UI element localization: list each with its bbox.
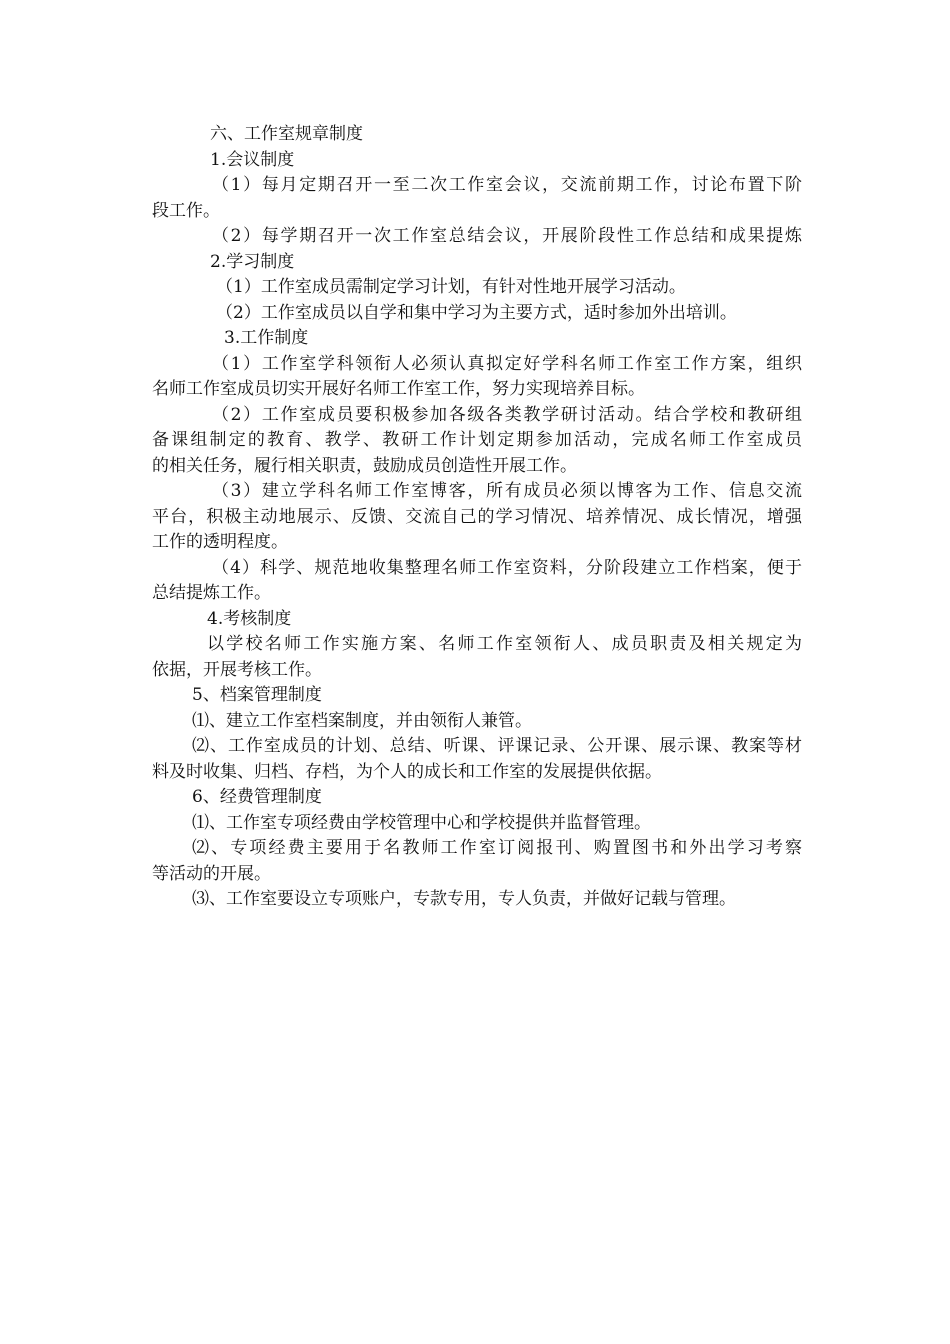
paragraph-line: （1）每月定期召开一至二次工作室会议，交流前期工作，讨论布置下阶 [212, 175, 802, 195]
subheading-meeting: 1.会议制度 [210, 149, 295, 170]
paragraph-line: 的相关任务，履行相关职责，鼓励成员创造性开展工作。 [152, 455, 577, 476]
paragraph-line: （2）工作室成员要积极参加各级各类教学研讨活动。结合学校和教研组 [212, 404, 802, 425]
paragraph-line: 料及时收集、归档、存档，为个人的成长和工作室的发展提供依据。 [152, 761, 662, 782]
paragraph-line: ⑴、工作室专项经费由学校管理中心和学校提供并监督管理。 [192, 812, 651, 833]
paragraph-line: ⑵、工作室成员的计划、总结、听课、评课记录、公开课、展示课、教案等材 [192, 736, 802, 756]
paragraph-line: ⑴、建立工作室档案制度，并由领衔人兼管。 [192, 710, 532, 731]
paragraph-line: 工作的透明程度。 [152, 532, 288, 552]
subheading-funds: 6、经费管理制度 [192, 787, 322, 807]
paragraph-line: （2）每学期召开一次工作室总结会议，开展阶段性工作总结和成果提炼 [212, 226, 802, 246]
paragraph-line: ⑵、专项经费主要用于名教师工作室订阅报刊、购置图书和外出学习考察 [192, 838, 802, 858]
paragraph-line: （2）工作室成员以自学和集中学习为主要方式，适时参加外出培训。 [216, 302, 737, 323]
subheading-study: 2.学习制度 [210, 251, 295, 272]
paragraph-line: 名师工作室成员切实开展好名师工作室工作，努力实现培养目标。 [152, 379, 645, 399]
paragraph-line: （1）工作室学科领衔人必须认真拟定好学科名师工作室工作方案，组织 [212, 353, 802, 374]
paragraph-line: 以学校名师工作实施方案、名师工作室领衔人、成员职责及相关规定为 [207, 634, 802, 654]
paragraph-line: 等活动的开展。 [152, 863, 271, 884]
section-heading-rules: 六、工作室规章制度 [210, 124, 363, 144]
subheading-assessment: 4.考核制度 [207, 608, 292, 629]
document-body [152, 122, 802, 913]
paragraph-line: 依据，开展考核工作。 [152, 659, 322, 680]
paragraph-line: 段工作。 [152, 200, 220, 221]
subheading-archives: 5、档案管理制度 [192, 685, 322, 705]
paragraph-line: （3）建立学科名师工作室博客，所有成员必须以博客为工作、信息交流 [212, 481, 802, 501]
paragraph-line: 总结提炼工作。 [152, 583, 271, 603]
subheading-work: 3.工作制度 [224, 328, 309, 348]
paragraph-line: （4）科学、规范地收集整理名师工作室资料，分阶段建立工作档案，便于 [212, 557, 802, 578]
paragraph-line: ⑶、工作室要设立专项账户，专款专用，专人负责，并做好记载与管理。 [192, 889, 736, 909]
paragraph-line: 平台，积极主动地展示、反馈、交流自己的学习情况、培养情况、成长情况，增强 [152, 506, 802, 527]
paragraph-line: （1）工作室成员需制定学习计划，有针对性地开展学习活动。 [216, 277, 686, 297]
paragraph-line: 备课组制定的教育、教学、教研工作计划定期参加活动，完成名师工作室成员 [152, 430, 802, 450]
